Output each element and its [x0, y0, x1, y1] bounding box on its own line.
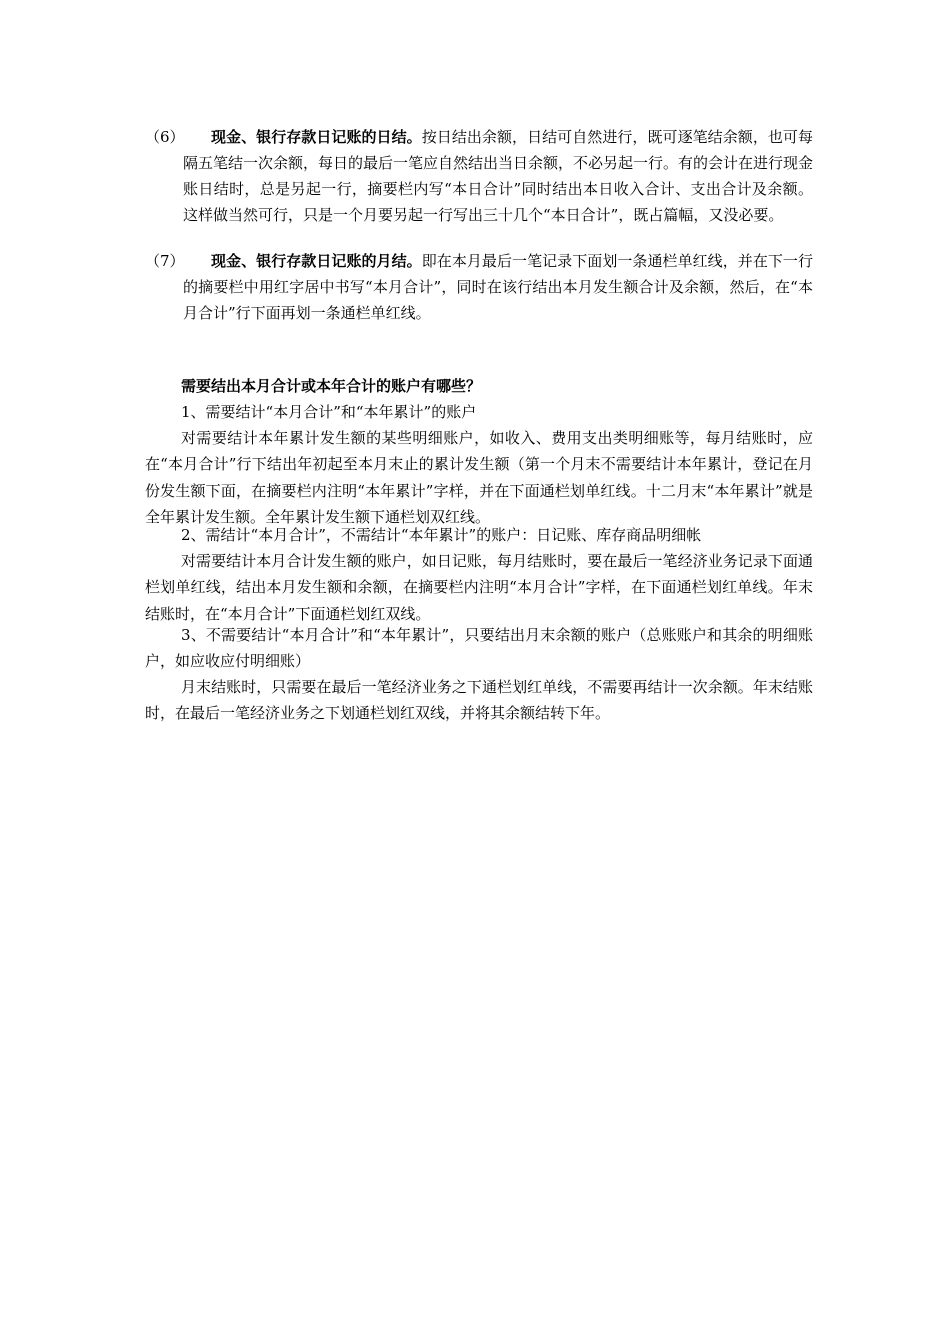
subsection-3-body: 月末结账时，只需要在最后一笔经济业务之下通栏划红单线，不需要再结计一次余额。年末结账时，在最后一笔经济业务之下划通栏划红双线，并将其余额结转下年。 — [145, 678, 813, 723]
item-text: 即在本月最后一笔记录下面划一条通栏单红线，并在下一行的摘要栏中用红字居中书写“本月合计”，同时在该行结出本月发生额合计及余额，然后，在“本月合计”行下面再划一条通栏单红线。 — [183, 252, 813, 322]
subsection-3-title: 3、不需要结计“本月合计”和“本年累计”，只要结出月末余额的账户（总账账户和其余的明细账户，如应收应付明细账） — [145, 626, 813, 671]
subsection-1-title: 1、需要结计“本月合计”和“本年累计”的账户 — [181, 403, 477, 421]
item-title: 现金、银行存款日记账的日结。 — [211, 128, 422, 146]
item-body — [183, 124, 813, 228]
subsection-2-title: 2、需结计“本月合计”，不需结计“本年累计”的账户：日记账、库存商品明细帐 — [181, 526, 702, 544]
list-item — [145, 124, 813, 228]
item-number: （7） — [145, 252, 185, 270]
item-body — [183, 248, 813, 326]
item-number: （6） — [145, 128, 185, 146]
subsection-1-body: 对需要结计本年累计发生额的某些明细账户，如收入、费用支出类明细账等，每月结账时，应在“本月合计”行下结出年初起至本月末止的累计发生额（第一个月末不需要结计本年累计，登记在月份发生额下面，在摘要栏内注明“本年累计”字样，并在下面通栏划单红线。十二月末“本年累计”就是全年累计发生额。全年累计发生额下通栏划双红线。 — [145, 429, 813, 526]
subsection-2-body: 对需要结计本月合计发生额的账户，如日记账，每月结账时，要在最后一笔经济业务记录下面通栏划单红线，结出本月发生额和余额，在摘要栏内注明“本月合计”字样，在下面通栏划红单线。年末结账时，在“本月合计”下面通栏划红双线。 — [145, 552, 813, 623]
section-heading: 需要结出本月合计或本年合计的账户有哪些？ — [181, 377, 482, 395]
item-text: 按日结出余额，日结可自然进行，既可逐笔结余额，也可每隔五笔结一次余额，每日的最后一笔应自然结出当日余额，不必另起一行。有的会计在进行现金账日结时，总是另起一行，摘要栏内写“本日合计”同时结出本日收入合计、支出合计及余额。这样做当然可行，只是一个月要另起一行写出三十几个“本日合计”，既占篇幅，又没必要。 — [183, 128, 814, 224]
list-item — [145, 248, 813, 326]
item-title: 现金、银行存款日记账的月结。 — [211, 252, 422, 270]
